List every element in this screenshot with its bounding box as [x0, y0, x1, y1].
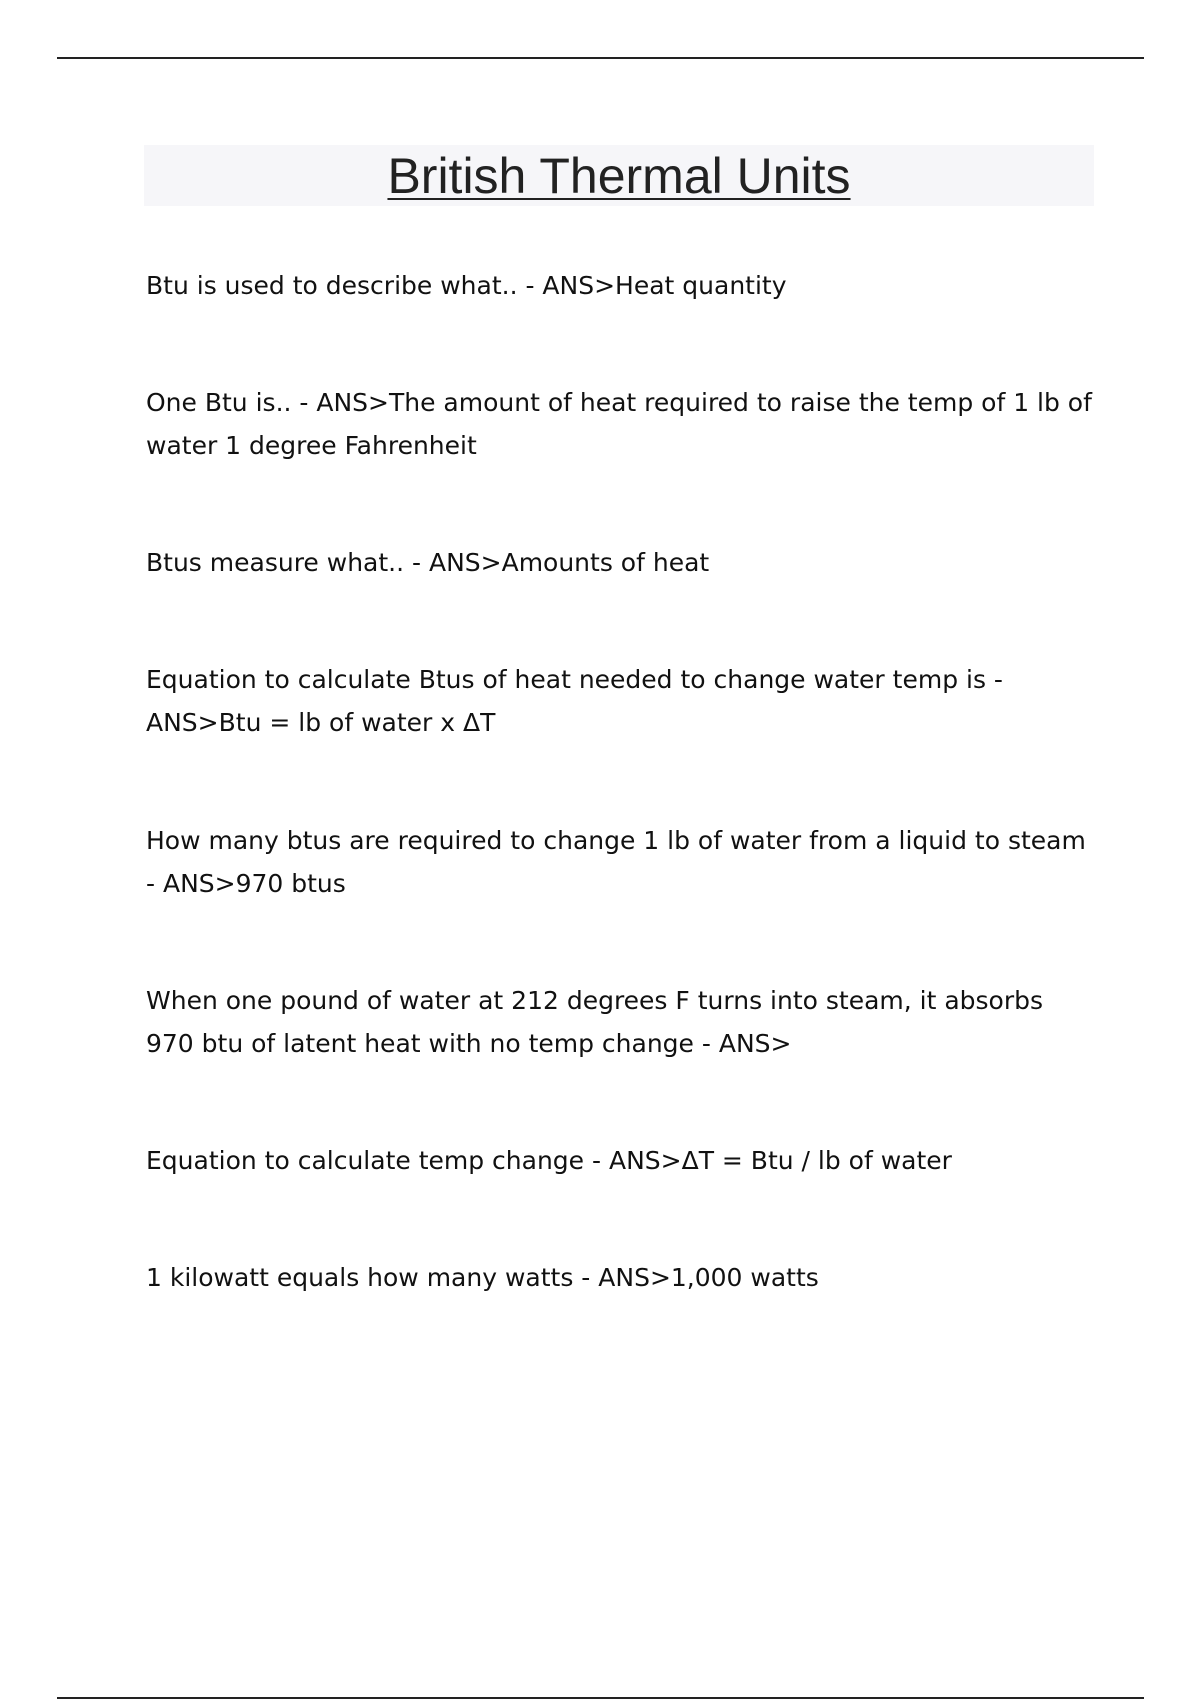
top-rule: [57, 57, 1144, 59]
document-title: British Thermal Units: [387, 147, 851, 204]
qa-item-7: Equation to calculate temp change - ANS>ΔT = Btu / lb of water: [146, 1146, 952, 1175]
qa-item-6: When one pound of water at 212 degrees F turns into steam, it absorbs 970 btu of latent heat with no temp change - ANS>: [146, 986, 1044, 1058]
qa-item-2: One Btu is.. - ANS>The amount of heat required to raise the temp of 1 lb of water 1 degree Fahrenheit: [146, 388, 1092, 460]
qa-item-4: Equation to calculate Btus of heat needed to change water temp is - ANS>Btu = lb of water x ΔT: [146, 665, 1003, 737]
qa-item-8: 1 kilowatt equals how many watts - ANS>1,000 watts: [146, 1263, 819, 1292]
qa-item-3: Btus measure what.. - ANS>Amounts of heat: [146, 548, 710, 577]
bottom-rule: [57, 1697, 1144, 1699]
qa-item-5: How many btus are required to change 1 lb of water from a liquid to steam - ANS>970 btus: [146, 826, 1086, 898]
title-band: [144, 145, 1094, 206]
qa-item-1: Btu is used to describe what.. - ANS>Heat quantity: [146, 271, 787, 300]
